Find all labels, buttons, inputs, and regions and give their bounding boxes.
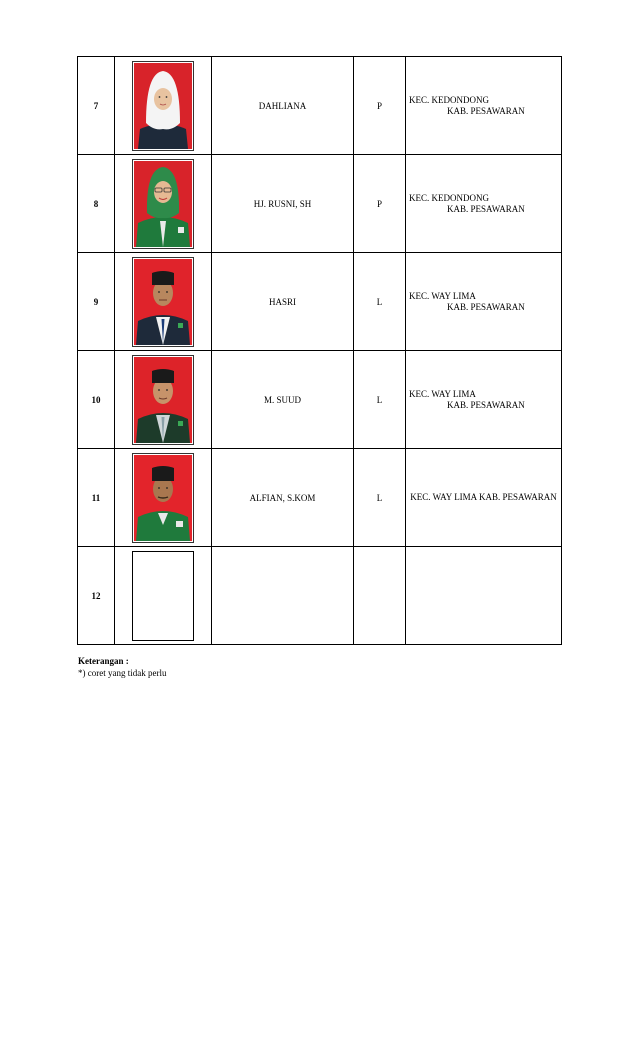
table-row <box>78 155 562 253</box>
candidate-address <box>406 449 562 547</box>
candidate-photo <box>132 355 194 445</box>
row-number: 10 <box>78 351 115 449</box>
photo-cell <box>115 253 212 351</box>
candidate-name: HASRI <box>212 253 354 351</box>
candidate-name: M. SUUD <box>212 351 354 449</box>
candidate-name <box>212 547 354 645</box>
candidate-photo <box>132 453 194 543</box>
candidate-address <box>406 253 562 351</box>
candidate-sex: L <box>354 449 406 547</box>
address-line-2: KAB. PESAWARAN <box>447 203 525 214</box>
candidate-photo <box>132 61 194 151</box>
address-line-2: KAB. PESAWARAN <box>447 399 525 410</box>
candidate-name: HJ. RUSNI, SH <box>212 155 354 253</box>
portrait-man-peci-suit-image <box>134 357 192 443</box>
portrait-man-peci-suit-image <box>134 259 192 345</box>
row-number: 9 <box>78 253 115 351</box>
candidate-sex: P <box>354 155 406 253</box>
candidate-sex: P <box>354 57 406 155</box>
candidate-photo <box>132 159 194 249</box>
address-line-1: KEC. KEDONDONG <box>409 94 489 105</box>
candidate-address <box>406 57 562 155</box>
address-line-1: KEC. WAY LIMA <box>409 388 476 399</box>
row-number: 11 <box>78 449 115 547</box>
table-row <box>78 351 562 449</box>
empty-photo-frame <box>132 551 194 641</box>
address-line-1: KEC. WAY LIMA KAB. PESAWARAN <box>410 492 557 502</box>
photo-cell <box>115 351 212 449</box>
candidate-name: ALFIAN, S.KOM <box>212 449 354 547</box>
candidate-sex <box>354 547 406 645</box>
photo-cell <box>115 155 212 253</box>
address-line-2: KAB. PESAWARAN <box>447 105 525 116</box>
address-line-2: KAB. PESAWARAN <box>447 301 525 312</box>
row-number: 8 <box>78 155 115 253</box>
candidate-name: DAHLIANA <box>212 57 354 155</box>
candidate-address <box>406 547 562 645</box>
row-number: 7 <box>78 57 115 155</box>
table-row <box>78 449 562 547</box>
note-title: Keterangan : <box>78 656 129 666</box>
candidate-sex: L <box>354 253 406 351</box>
photo-cell <box>115 449 212 547</box>
row-number: 12 <box>78 547 115 645</box>
note-text: *) coret yang tidak perlu <box>78 668 167 678</box>
candidate-table <box>77 56 562 645</box>
portrait-hijab-woman-image <box>134 63 192 149</box>
candidate-address <box>406 155 562 253</box>
table-row <box>78 253 562 351</box>
candidate-sex: L <box>354 351 406 449</box>
portrait-green-hijab-woman-image <box>134 161 192 247</box>
portrait-man-green-shirt-image <box>134 455 192 541</box>
address-line-1: KEC. KEDONDONG <box>409 192 489 203</box>
candidate-address <box>406 351 562 449</box>
table-row <box>78 547 562 645</box>
photo-cell <box>115 57 212 155</box>
address-line-1: KEC. WAY LIMA <box>409 290 476 301</box>
photo-cell <box>115 547 212 645</box>
candidate-photo <box>132 257 194 347</box>
table-row <box>78 57 562 155</box>
